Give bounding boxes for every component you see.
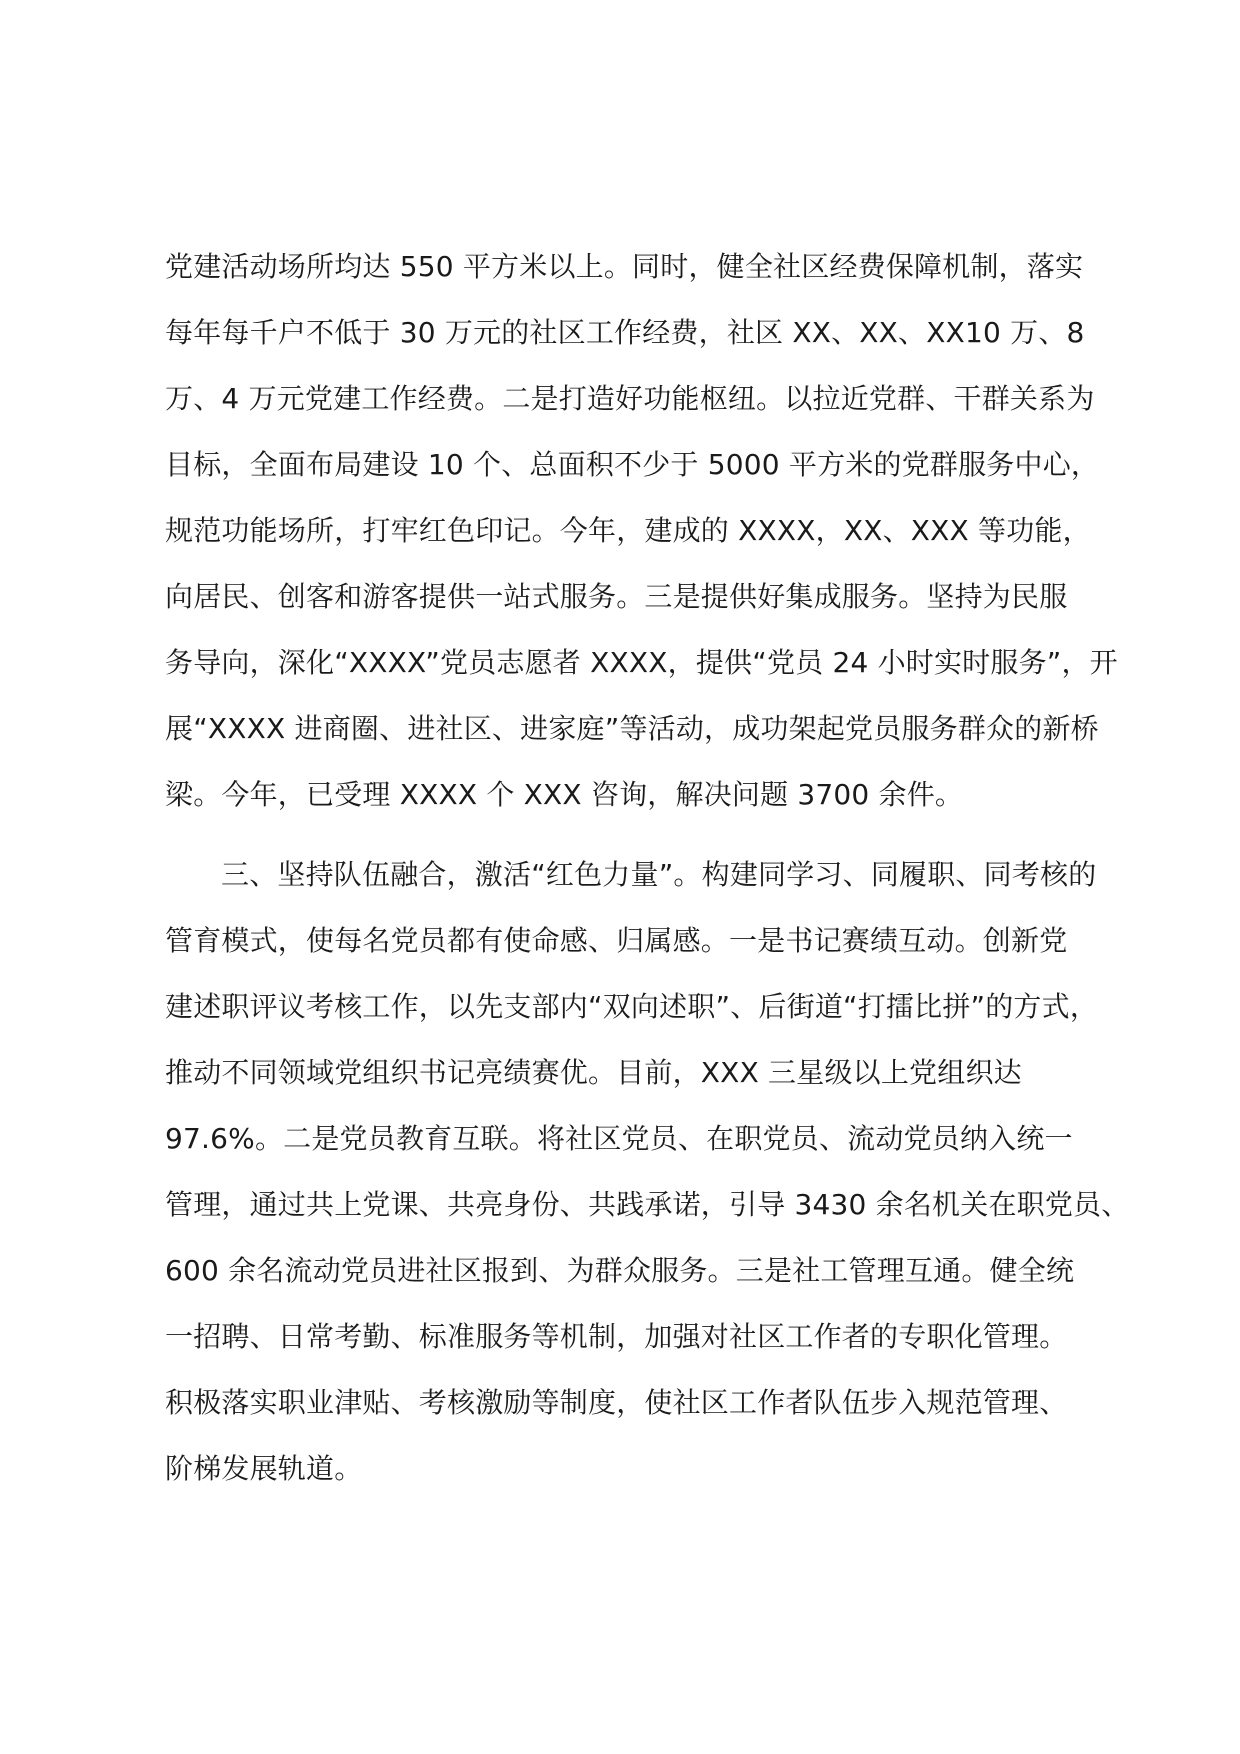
paragraph-1: [165, 234, 1118, 828]
paragraph-spacer: [165, 828, 1115, 842]
paragraph-line: 管育模式，使每名党员都有使命感、归属感。一是书记赛绩互动。创新党: [165, 924, 1068, 957]
paragraph-line: 阶梯发展轨道。: [165, 1452, 363, 1485]
paragraph-line: 展“XXXX 进商圈、进社区、进家庭”等活动，成功架起党员服务群众的新桥: [165, 712, 1099, 745]
paragraph-line: 建述职评议考核工作，以先支部内“双向述职”、后街道“打擂比拼”的方式，: [165, 990, 1099, 1023]
paragraph-2: [165, 842, 1130, 1502]
paragraph-line-first: 三、坚持队伍融合，激活“红色力量”。构建同学习、同履职、同考核的: [221, 858, 1097, 891]
paragraph-line: 向居民、创客和游客提供一站式服务。三是提供好集成服务。坚持为民服: [165, 580, 1068, 613]
paragraph-line: 600 余名流动党员进社区报到、为群众服务。三是社工管理互通。健全统: [165, 1254, 1075, 1287]
paragraph-line: 规范功能场所，打牢红色印记。今年，建成的 XXXX，XX、XXX 等功能，: [165, 514, 1091, 547]
paragraph-line: 97.6%。二是党员教育互联。将社区党员、在职党员、流动党员纳入统一: [165, 1122, 1073, 1155]
paragraph-line: 每年每千户不低于 30 万元的社区工作经费，社区 XX、XX、XX10 万、8: [165, 316, 1085, 349]
paragraph-line: 万、4 万元党建工作经费。二是打造好功能枢纽。以拉近党群、干群关系为: [165, 382, 1095, 415]
paragraph-line: 管理，通过共上党课、共亮身份、共践承诺，引导 3430 余名机关在职党员、: [165, 1188, 1130, 1221]
paragraph-line: 一招聘、日常考勤、标准服务等机制，加强对社区工作者的专职化管理。: [165, 1320, 1068, 1353]
document-body: [165, 234, 1130, 1502]
paragraph-line: 务导向，深化“XXXX”党员志愿者 XXXX，提供“党员 24 小时实时服务”，开: [165, 646, 1118, 679]
paragraph-line: 目标，全面布局建设 10 个、总面积不少于 5000 平方米的党群服务中心，: [165, 448, 1100, 481]
paragraph-line: 梁。今年，已受理 XXXX 个 XXX 咨询，解决问题 3700 余件。: [165, 778, 964, 811]
paragraph-line: 积极落实职业津贴、考核激励等制度，使社区工作者队伍步入规范管理、: [165, 1386, 1068, 1419]
paragraph-line: 推动不同领域党组织书记亮绩赛优。目前，XXX 三星级以上党组织达: [165, 1056, 1022, 1089]
paragraph-line: 党建活动场所均达 550 平方米以上。同时，健全社区经费保障机制，落实: [165, 250, 1084, 283]
